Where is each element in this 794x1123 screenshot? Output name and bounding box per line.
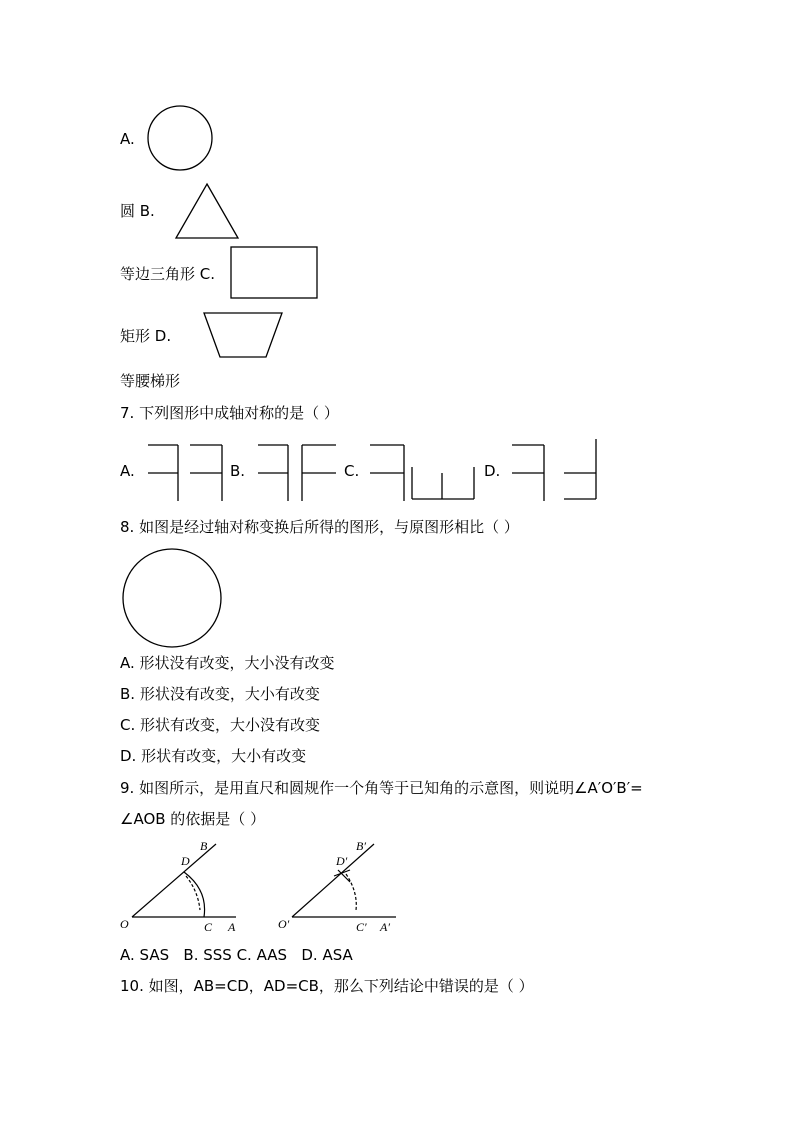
q9-right-label-o: O′ — [278, 917, 290, 931]
q7-figure-a — [146, 437, 226, 503]
q9-right-label-a: A′ — [380, 920, 390, 934]
q9-left-label-d: D — [181, 854, 190, 868]
q9-right-label-d: D′ — [336, 854, 348, 868]
q7-option-a-label: A. — [120, 462, 135, 480]
q7-figure-b — [256, 437, 338, 503]
q7-stem: 7. 下列图形中成轴对称的是（ ） — [120, 404, 339, 422]
q7-figure-d — [510, 437, 600, 503]
q6-option-d-label: 矩形 D. — [120, 327, 172, 345]
q9-stem-line1: 9. 如图所示，是用直尺和圆规作一个角等于已知角的示意图，则说明∠A′O′B′= — [120, 779, 643, 797]
q9-stem-line2: ∠AOB 的依据是（ ） — [120, 810, 266, 828]
q9-figure-copied-angle — [276, 836, 406, 936]
q6-trailing-text: 等腰梯形 — [120, 372, 181, 390]
q8-circle-figure — [120, 548, 224, 648]
q6-option-b-label: 圆 B. — [120, 202, 155, 220]
q6-option-c-label: 等边三角形 C. — [120, 265, 216, 283]
q6-option-a-label: A. — [120, 130, 135, 148]
q8-option-d: D. 形状有改变，大小有改变 — [120, 747, 307, 765]
q6-triangle-figure — [174, 182, 240, 240]
q9-left-label-o: O — [120, 917, 129, 931]
q9-right-label-c: C′ — [356, 920, 367, 934]
q6-circle-figure — [146, 104, 214, 172]
q8-stem: 8. 如图是经过轴对称变换后所得的图形，与原图形相比（ ） — [120, 518, 519, 536]
q9-left-label-a: A — [228, 920, 236, 934]
q8-option-a: A. 形状没有改变，大小没有改变 — [120, 654, 335, 672]
q6-rectangle-figure — [230, 246, 318, 299]
q7-option-b-label: B. — [230, 462, 246, 480]
q7-option-d-label: D. — [484, 462, 501, 480]
q8-option-c: C. 形状有改变，大小没有改变 — [120, 716, 321, 734]
q10-stem: 10. 如图，AB=CD，AD=CB，那么下列结论中错误的是（ ） — [120, 977, 534, 995]
q9-figure-original-angle — [118, 836, 248, 936]
q9-left-label-c: C — [204, 920, 213, 934]
q6-trapezoid-figure — [202, 311, 284, 359]
q9-right-label-b: B′ — [356, 839, 366, 853]
q9-options: A. SAS B. SSS C. AAS D. ASA — [120, 946, 353, 964]
q7-figure-c — [368, 437, 478, 503]
q7-option-c-label: C. — [344, 462, 360, 480]
q8-option-b: B. 形状没有改变，大小有改变 — [120, 685, 320, 703]
q9-left-label-b: B — [200, 839, 208, 853]
